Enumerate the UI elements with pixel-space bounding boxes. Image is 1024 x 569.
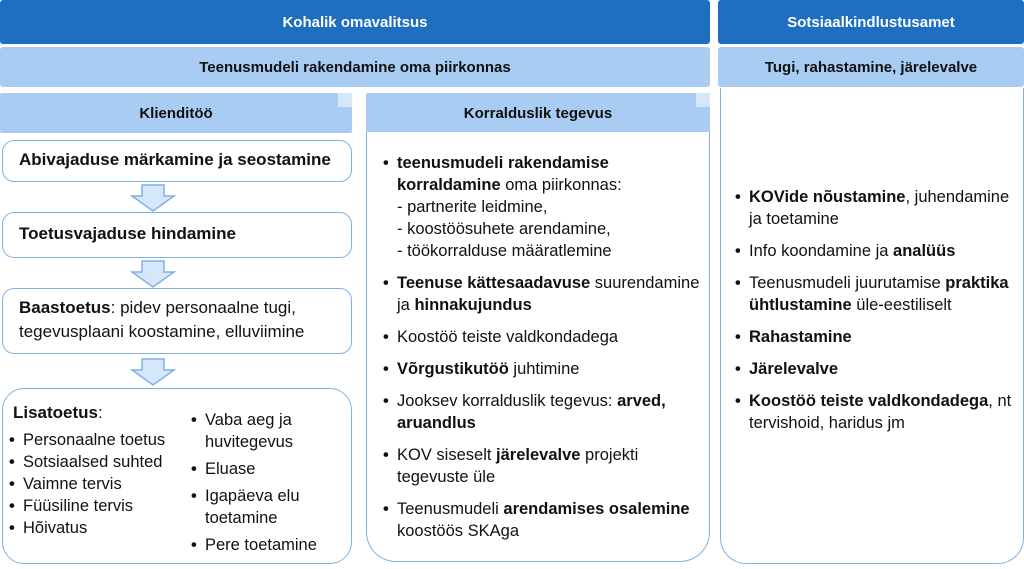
abivajadus-box: Abivajaduse märkamine ja seostamine xyxy=(2,140,352,182)
list-item: • Füüsiline tervis xyxy=(7,495,187,517)
sub-item: - partnerite leidmine, xyxy=(397,198,548,216)
list-item: • Võrgustikutöö juhtimine xyxy=(381,358,701,380)
list-item: • Vaimne tervis xyxy=(7,473,187,495)
lisatoetus-list-right xyxy=(189,409,339,556)
list-item: • KOV siseselt järelevalve projekti tegevuste üle xyxy=(381,444,701,488)
klienditoo-header: Klienditöö xyxy=(0,93,352,133)
ska-list xyxy=(733,186,1015,444)
list-item: • Pere toetamine xyxy=(189,534,339,556)
list-item: • Info koondamine ja analüüs xyxy=(733,240,1015,262)
lisatoetus-box xyxy=(2,388,352,564)
down-arrow-icon xyxy=(130,260,176,288)
down-arrow-icon xyxy=(130,358,176,386)
list-item: • Teenusmudeli juurutamise praktika ühtlustamine üle-eestiliselt xyxy=(733,272,1015,316)
kov-header: Kohalik omavalitsus xyxy=(0,0,710,44)
list-item: • Koostöö teiste valdkondadega, nt tervishoid, haridus jm xyxy=(733,390,1015,434)
lisatoetus-list-left xyxy=(7,429,187,539)
kov-subheader: Teenusmudeli rakendamine oma piirkonnas xyxy=(0,47,710,87)
ska-panel xyxy=(720,88,1024,564)
sub-item: - koostöösuhete arendamine, xyxy=(397,220,611,238)
list-item: • Järelevalve xyxy=(733,358,1015,380)
list-item: • Igapäeva elu toetamine xyxy=(189,485,339,529)
list-item: • Vaba aeg ja huvitegevus xyxy=(189,409,339,453)
list-item: • Teenusmudeli arendamises osalemine koostöös SKAga xyxy=(381,498,701,542)
korralduslik-list xyxy=(381,152,701,552)
ska-subheader: Tugi, rahastamine, järelevalve xyxy=(718,47,1024,87)
sub-item: - töökorralduse määratlemine xyxy=(397,242,612,260)
list-item: • teenusmudeli rakendamise korraldamine oma piirkonnas: - partnerite leidmine, - koostöösuhete arendamine, - töökorralduse määratlemine xyxy=(381,152,701,262)
korralduslik-header: Korralduslik tegevus xyxy=(366,93,710,133)
baastoetus-box: Baastoetus: pidev personaalne tugi, tegevusplaani koostamine, elluviimine xyxy=(2,288,352,354)
list-item: • Koostöö teiste valdkondadega xyxy=(381,326,701,348)
list-item: • Sotsiaalsed suhted xyxy=(7,451,187,473)
list-item: • Eluase xyxy=(189,458,339,480)
list-item: • Teenuse kättesaadavuse suurendamine ja hinnakujundus xyxy=(381,272,701,316)
list-item: • KOVide nõustamine, juhendamine ja toetamine xyxy=(733,186,1015,230)
list-item: • Rahastamine xyxy=(733,326,1015,348)
list-item: • Hõivatus xyxy=(7,517,187,539)
down-arrow-icon xyxy=(130,184,176,212)
korralduslik-panel xyxy=(366,132,710,562)
lisatoetus-title: Lisatoetus: xyxy=(13,403,103,422)
list-item: • Personaalne toetus xyxy=(7,429,187,451)
ska-header: Sotsiaalkindlustusamet xyxy=(718,0,1024,44)
toetusvajadus-box: Toetusvajaduse hindamine xyxy=(2,212,352,258)
list-item: • Jooksev korralduslik tegevus: arved, aruandlus xyxy=(381,390,701,434)
